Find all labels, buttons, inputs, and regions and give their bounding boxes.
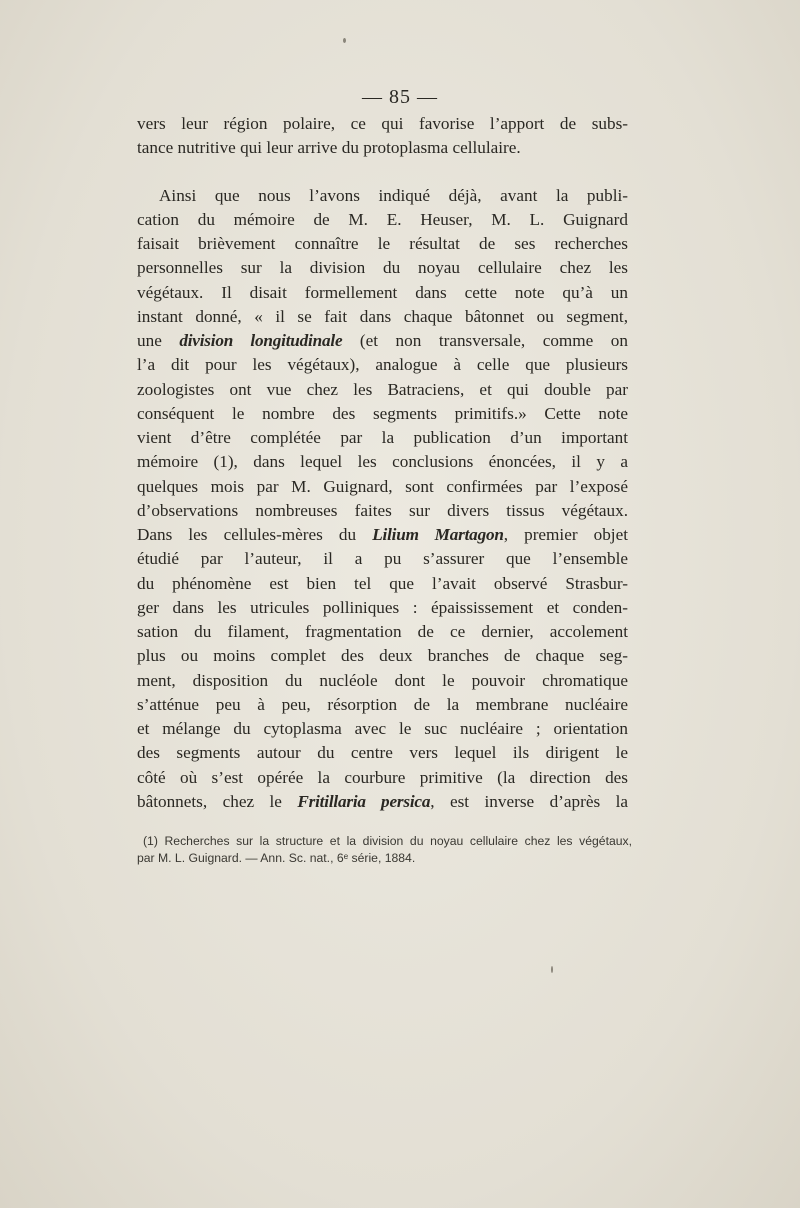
footnote-line: par M. L. Guignard. — Ann. Sc. nat., 6ᵉ série, 1884. [137, 851, 416, 865]
text-line: mémoire (1), dans lequel les conclusions énoncées, il y a [137, 452, 628, 472]
text-line: végétaux. Il disait formellement dans cette note qu’à un [137, 282, 628, 302]
text-line: personnelles sur la division du noyau cellulaire chez les [137, 258, 628, 278]
text-run: bâtonnets, chez le [137, 791, 298, 811]
paragraph-gap [137, 161, 628, 184]
paper-speck [343, 38, 346, 43]
text-line: du phénomène est bien tel que l’avait observé Strasbur- [137, 573, 628, 593]
italic-term: Lilium Martagon [372, 525, 504, 544]
text-line: vient d’être complétée par la publication d’un important [137, 428, 628, 447]
text-line: ment, disposition du nucléole dont le pouvoir chromatique [137, 670, 628, 690]
text-line: étudié par l’auteur, il a pu s’assurer que l’ensemble [137, 549, 628, 569]
text-line-with-italic [137, 790, 628, 814]
text-line: quelques mois par M. Guignard, sont confirmées par l’exposé [137, 476, 628, 496]
text-line: vers leur région polaire, ce qui favorise l’apport de subs- [137, 114, 628, 133]
text-line-with-italic [137, 523, 628, 547]
text-run: (et non transversale, comme on [342, 331, 628, 350]
text-run: , premier objet [503, 525, 628, 544]
text-line: plus ou moins complet des deux branches de chaque seg- [137, 646, 628, 666]
text-line: instant donné, « il se fait dans chaque bâtonnet ou segment, [137, 306, 628, 326]
text-line: conséquent le nombre des segments primitifs.» Cette note [137, 403, 628, 423]
body-text [137, 112, 628, 814]
text-line: l’a dit pour les végétaux), analogue à celle que plusieurs [137, 355, 628, 375]
text-line: zoologistes ont vue chez les Batraciens, et qui double par [137, 379, 628, 399]
text-line: sation du filament, fragmentation de ce dernier, accolement [137, 622, 628, 641]
text-line: des segments autour du centre vers lequel ils dirigent le [137, 743, 628, 763]
text-line: s’atténue peu à peu, résorption de la membrane nucléaire [137, 694, 628, 714]
text-line: cation du mémoire de M. E. Heuser, M. L. Guignard [137, 209, 628, 229]
text-line: faisait brièvement connaître le résultat de ses recherches [137, 234, 628, 253]
text-line: d’observations nombreuses faites sur divers tissus végétaux. [137, 500, 628, 520]
page-number: — 85 — [362, 86, 438, 108]
paper-speck [551, 966, 553, 973]
text-run: Dans les cellules-mères du [137, 525, 373, 544]
text-line: et mélange du cytoplasma avec le suc nucléaire ; orientation [137, 719, 628, 738]
footnote-line: (1) Recherches sur la structure et la division du noyau cellulaire chez les végétaux, [143, 834, 632, 848]
footnote [137, 833, 632, 867]
text-line-with-italic [137, 329, 628, 353]
text-line: tance nutritive qui leur arrive du protoplasma cellulaire. [137, 138, 521, 158]
text-run: une [137, 331, 180, 350]
text-run: , est inverse d’après la [430, 791, 628, 811]
italic-term: division longitudinale [179, 331, 343, 350]
text-line: ger dans les utricules polliniques : épaississement et conden- [137, 597, 628, 617]
italic-term: Fritillaria persica [297, 791, 431, 811]
text-line: Ainsi que nous l’avons indiqué déjà, avant la publi- [159, 185, 628, 205]
text-line: côté où s’est opérée la courbure primitive (la direction des [137, 767, 628, 787]
